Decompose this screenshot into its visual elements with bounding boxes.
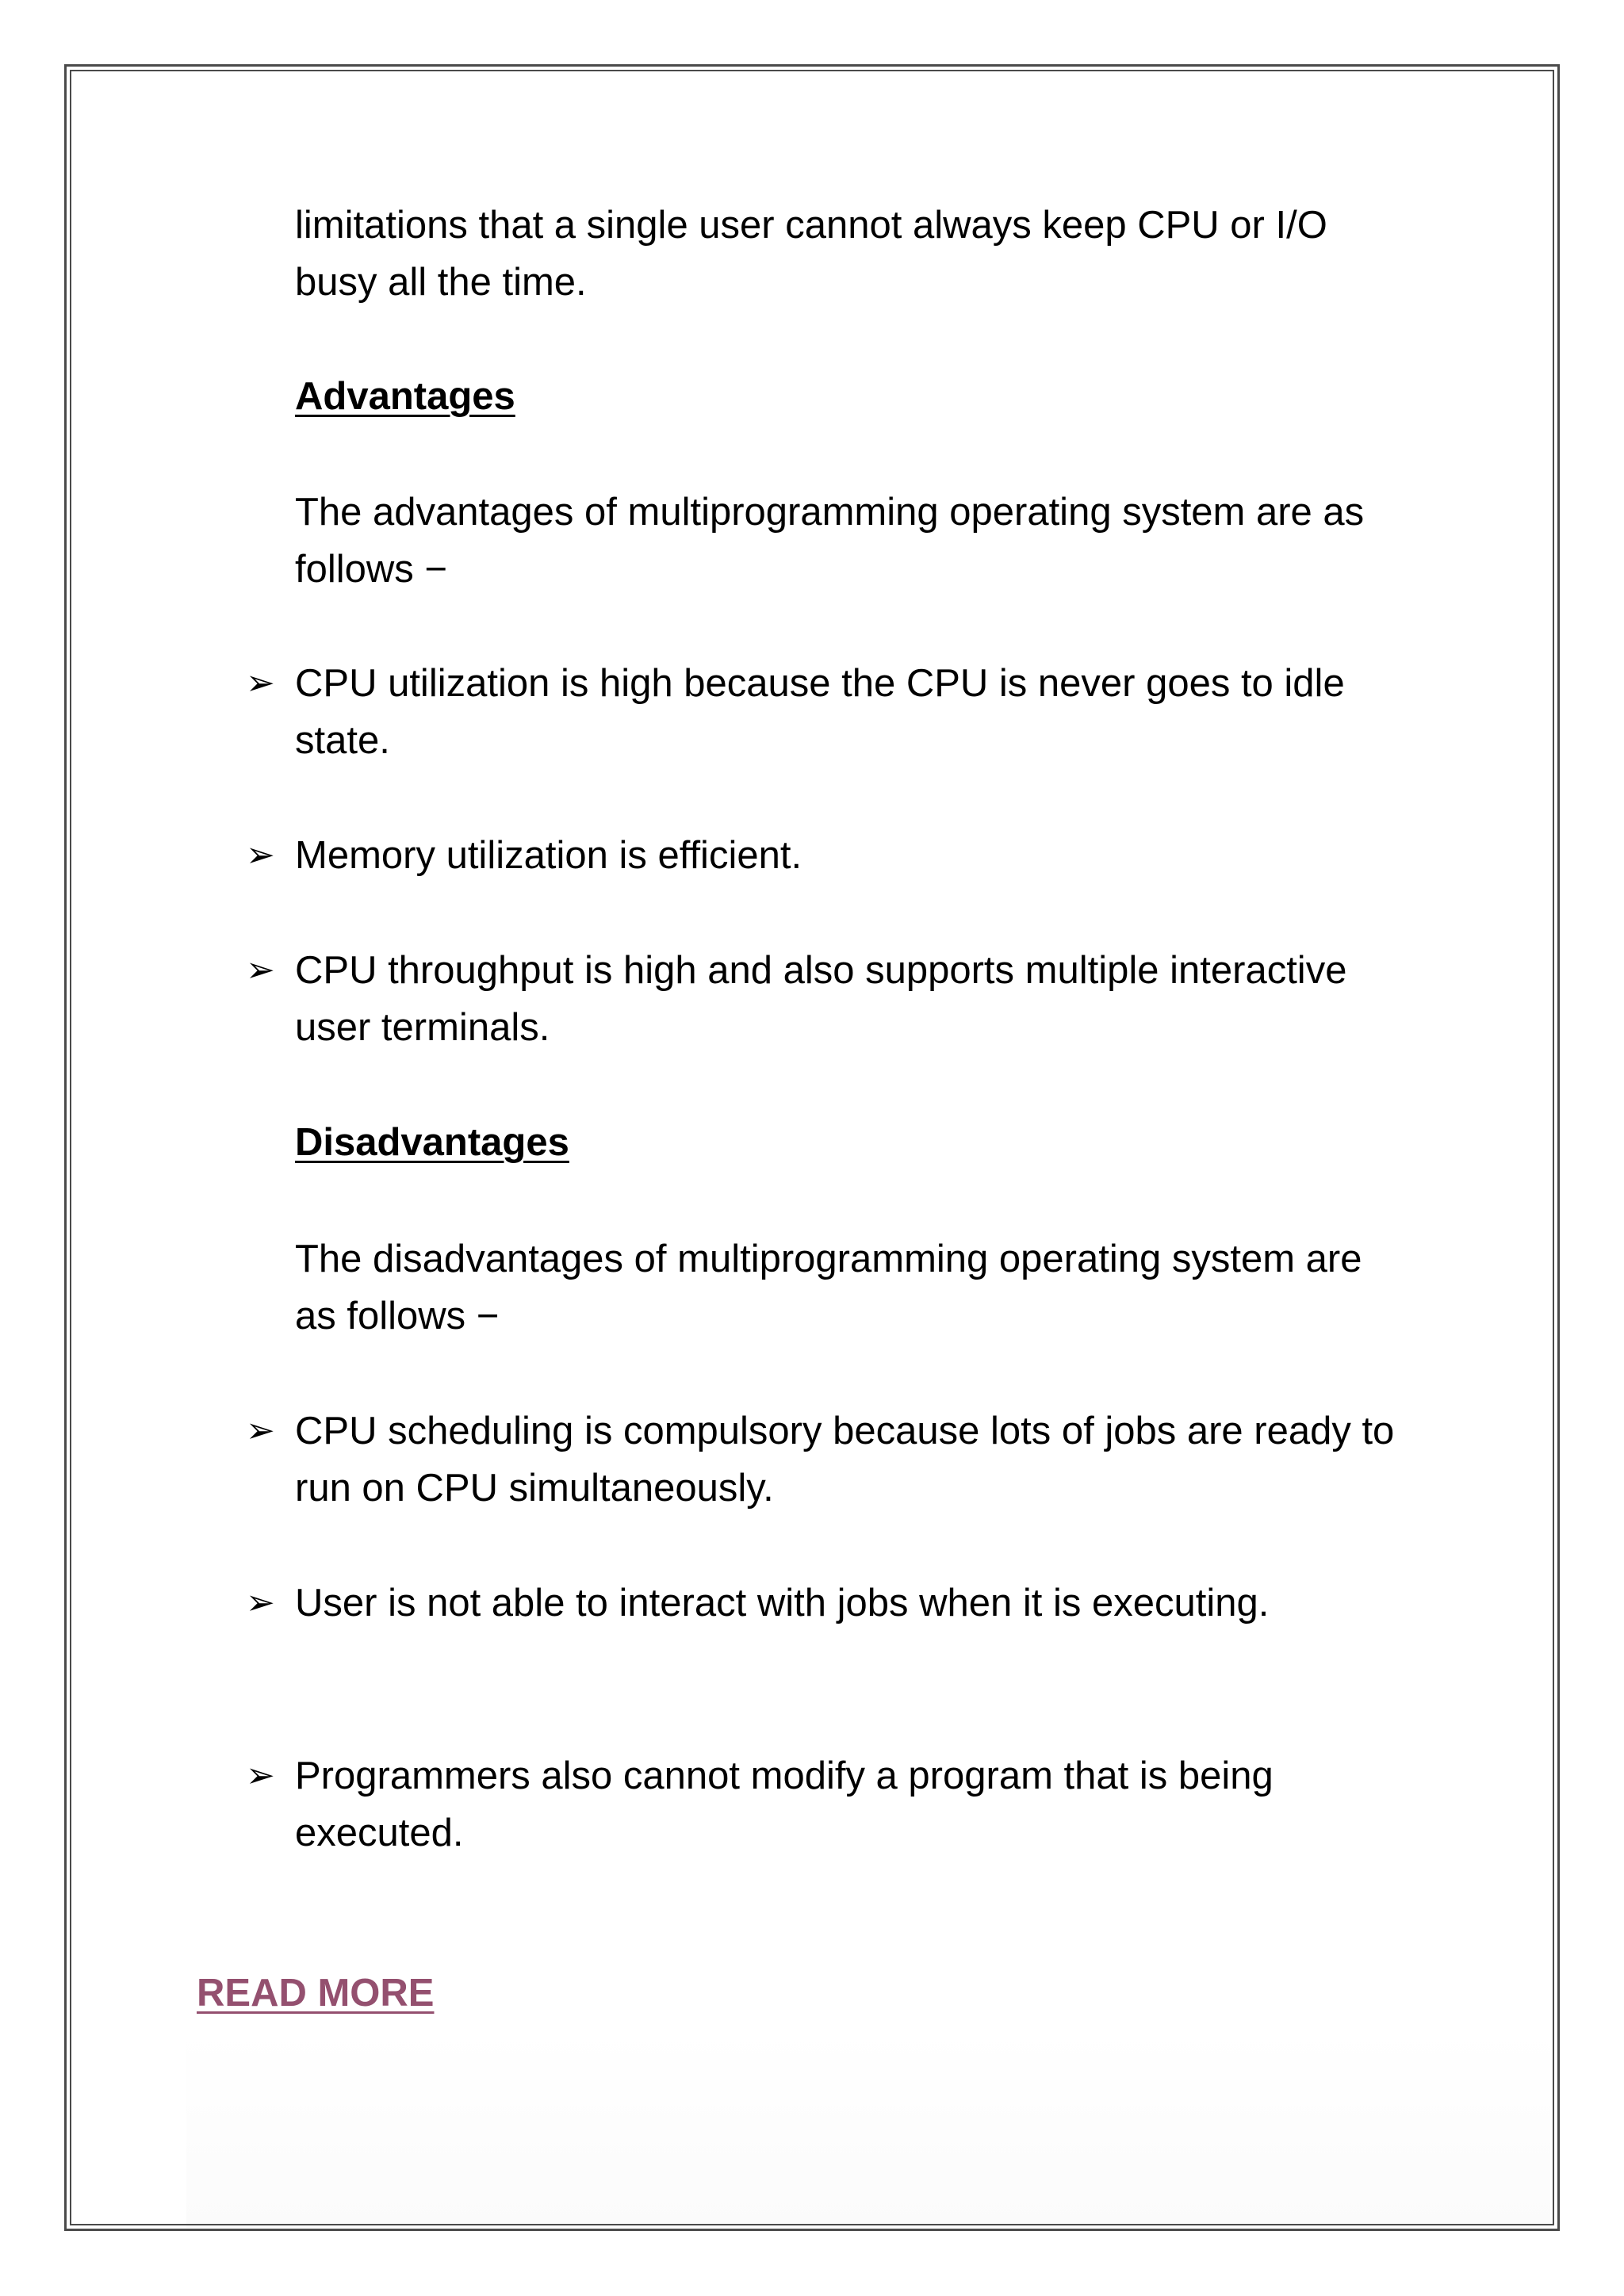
advantages-intro-line-1: The advantages of multiprogramming operating system are as (295, 491, 1365, 534)
intro-line-2: busy all the time. (295, 261, 587, 304)
bullet-arrow-icon: ➢ (246, 951, 275, 989)
advantage-item-3-line-1: CPU throughput is high and also supports multiple interactive (295, 949, 1347, 992)
bullet-arrow-icon: ➢ (246, 1411, 275, 1450)
bullet-arrow-icon: ➢ (246, 1583, 275, 1622)
disadvantages-heading: Disadvantages (295, 1121, 569, 1164)
disadvantage-item-3-line-2: executed. (295, 1812, 464, 1854)
advantage-item-3-line-2: user terminals. (295, 1006, 550, 1049)
advantage-item-1-line-2: state. (295, 719, 390, 762)
bullet-arrow-icon: ➢ (246, 664, 275, 702)
disadvantage-item-2-line-1: User is not able to interact with jobs when it is executing. (295, 1582, 1270, 1624)
advantages-heading: Advantages (295, 375, 515, 418)
disadvantage-item-1-line-2: run on CPU simultaneously. (295, 1467, 774, 1510)
read-more-link[interactable]: READ MORE (197, 1972, 435, 2015)
bullet-arrow-icon: ➢ (246, 1756, 275, 1795)
page-border-inner (70, 70, 1554, 2225)
intro-line-1: limitations that a single user cannot always keep CPU or I/O (295, 204, 1327, 247)
disadvantages-intro-line-1: The disadvantages of multiprogramming operating system are (295, 1238, 1362, 1280)
advantage-item-1-line-1: CPU utilization is high because the CPU is never goes to idle (295, 662, 1345, 705)
disadvantage-item-3-line-1: Programmers also cannot modify a program that is being (295, 1755, 1274, 1797)
advantage-item-2-line-1: Memory utilization is efficient. (295, 834, 802, 877)
bullet-arrow-icon: ➢ (246, 836, 275, 874)
advantages-intro-line-2: follows − (295, 548, 448, 591)
disadvantages-intro-line-2: as follows − (295, 1295, 500, 1337)
disadvantage-item-1-line-1: CPU scheduling is compulsory because lots of jobs are ready to (295, 1410, 1395, 1452)
